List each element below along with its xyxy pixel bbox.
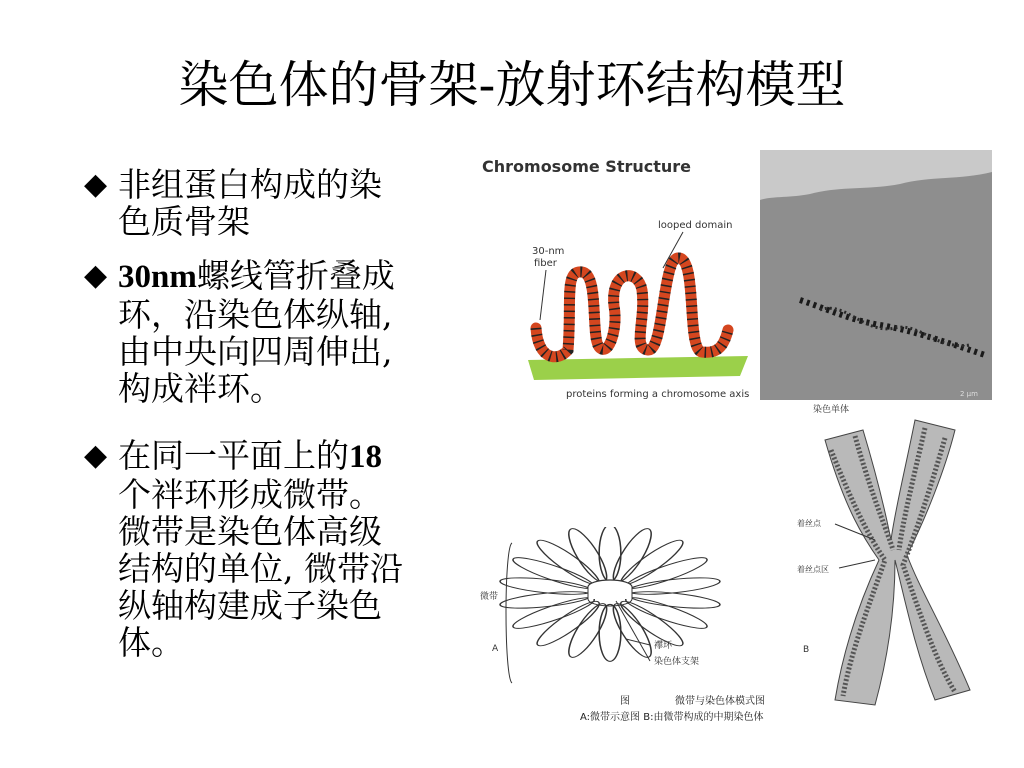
bullet-miniband — [84, 437, 464, 661]
chromosome-structure-figure — [478, 150, 758, 400]
loop-petal — [599, 604, 621, 661]
figure-title: Chromosome Structure — [482, 157, 692, 176]
panel-label-b: B — [803, 645, 810, 655]
miniband-label: 微带 — [480, 592, 499, 602]
caption-title: 微带与染色体模式图 — [675, 696, 765, 707]
loop-petal — [530, 536, 606, 588]
loop-petal — [599, 527, 621, 582]
caption-sub: A:微带示意图 B:由微带构成的中期染色体 — [580, 712, 764, 723]
figure-caption — [580, 690, 900, 723]
loop-petal — [614, 536, 690, 588]
bullet-solenoid — [84, 257, 464, 407]
caption-fig-label: 图 — [620, 696, 630, 707]
micrograph-image — [760, 150, 992, 400]
panel-label-a: A — [492, 644, 499, 654]
bullet-text: 30nm螺线管折叠成 环，沿染色体纵轴, 由中央向四周伸出, 构成袢环。 — [118, 256, 395, 408]
loop-label: 襻环 — [654, 641, 673, 651]
loop-petal — [562, 601, 614, 659]
bracket — [506, 543, 512, 683]
axis-label: proteins forming a chromosome axis — [566, 389, 750, 400]
page-title: 染色体的骨架-放射环结构模型 — [178, 56, 846, 114]
loop-petal — [606, 527, 658, 585]
diamond-bullet-icon: ◆ — [84, 258, 108, 293]
miniband-diagram — [478, 527, 738, 697]
diamond-bullet-icon: ◆ — [84, 438, 108, 473]
scale-bar-label: 2 μm — [960, 390, 978, 398]
chromatid-label: 染色单体 — [813, 405, 850, 415]
centromere-label: 着丝点 — [797, 519, 821, 528]
centromere-region-label: 着丝点区 — [797, 565, 829, 574]
looped-domain-label: looped domain — [658, 220, 733, 231]
leader-line — [839, 560, 875, 568]
scaffold-label: 染色体支架 — [654, 657, 700, 667]
chromosome-body — [825, 420, 970, 705]
looped-fiber — [536, 258, 728, 357]
fiber-label-1: 30-nm — [532, 246, 565, 257]
leader-line — [540, 270, 546, 320]
bullet-text: 在同一平面上的18 个袢环形成微带。 微带是染色体高级 结构的单位, 微带沿 纵轴构建成子染色 体。 — [118, 436, 403, 662]
loop-petal — [562, 527, 614, 585]
bullet-text: 非组蛋白构成的染 色质骨架 — [118, 165, 382, 241]
diamond-bullet-icon: ◆ — [84, 167, 108, 202]
loop-petal — [614, 597, 690, 649]
chromosome-miniband-figure — [795, 400, 985, 710]
fiber-label-2: fiber — [534, 258, 557, 269]
loop-petal — [530, 597, 606, 649]
bullet-scaffold — [84, 166, 464, 240]
